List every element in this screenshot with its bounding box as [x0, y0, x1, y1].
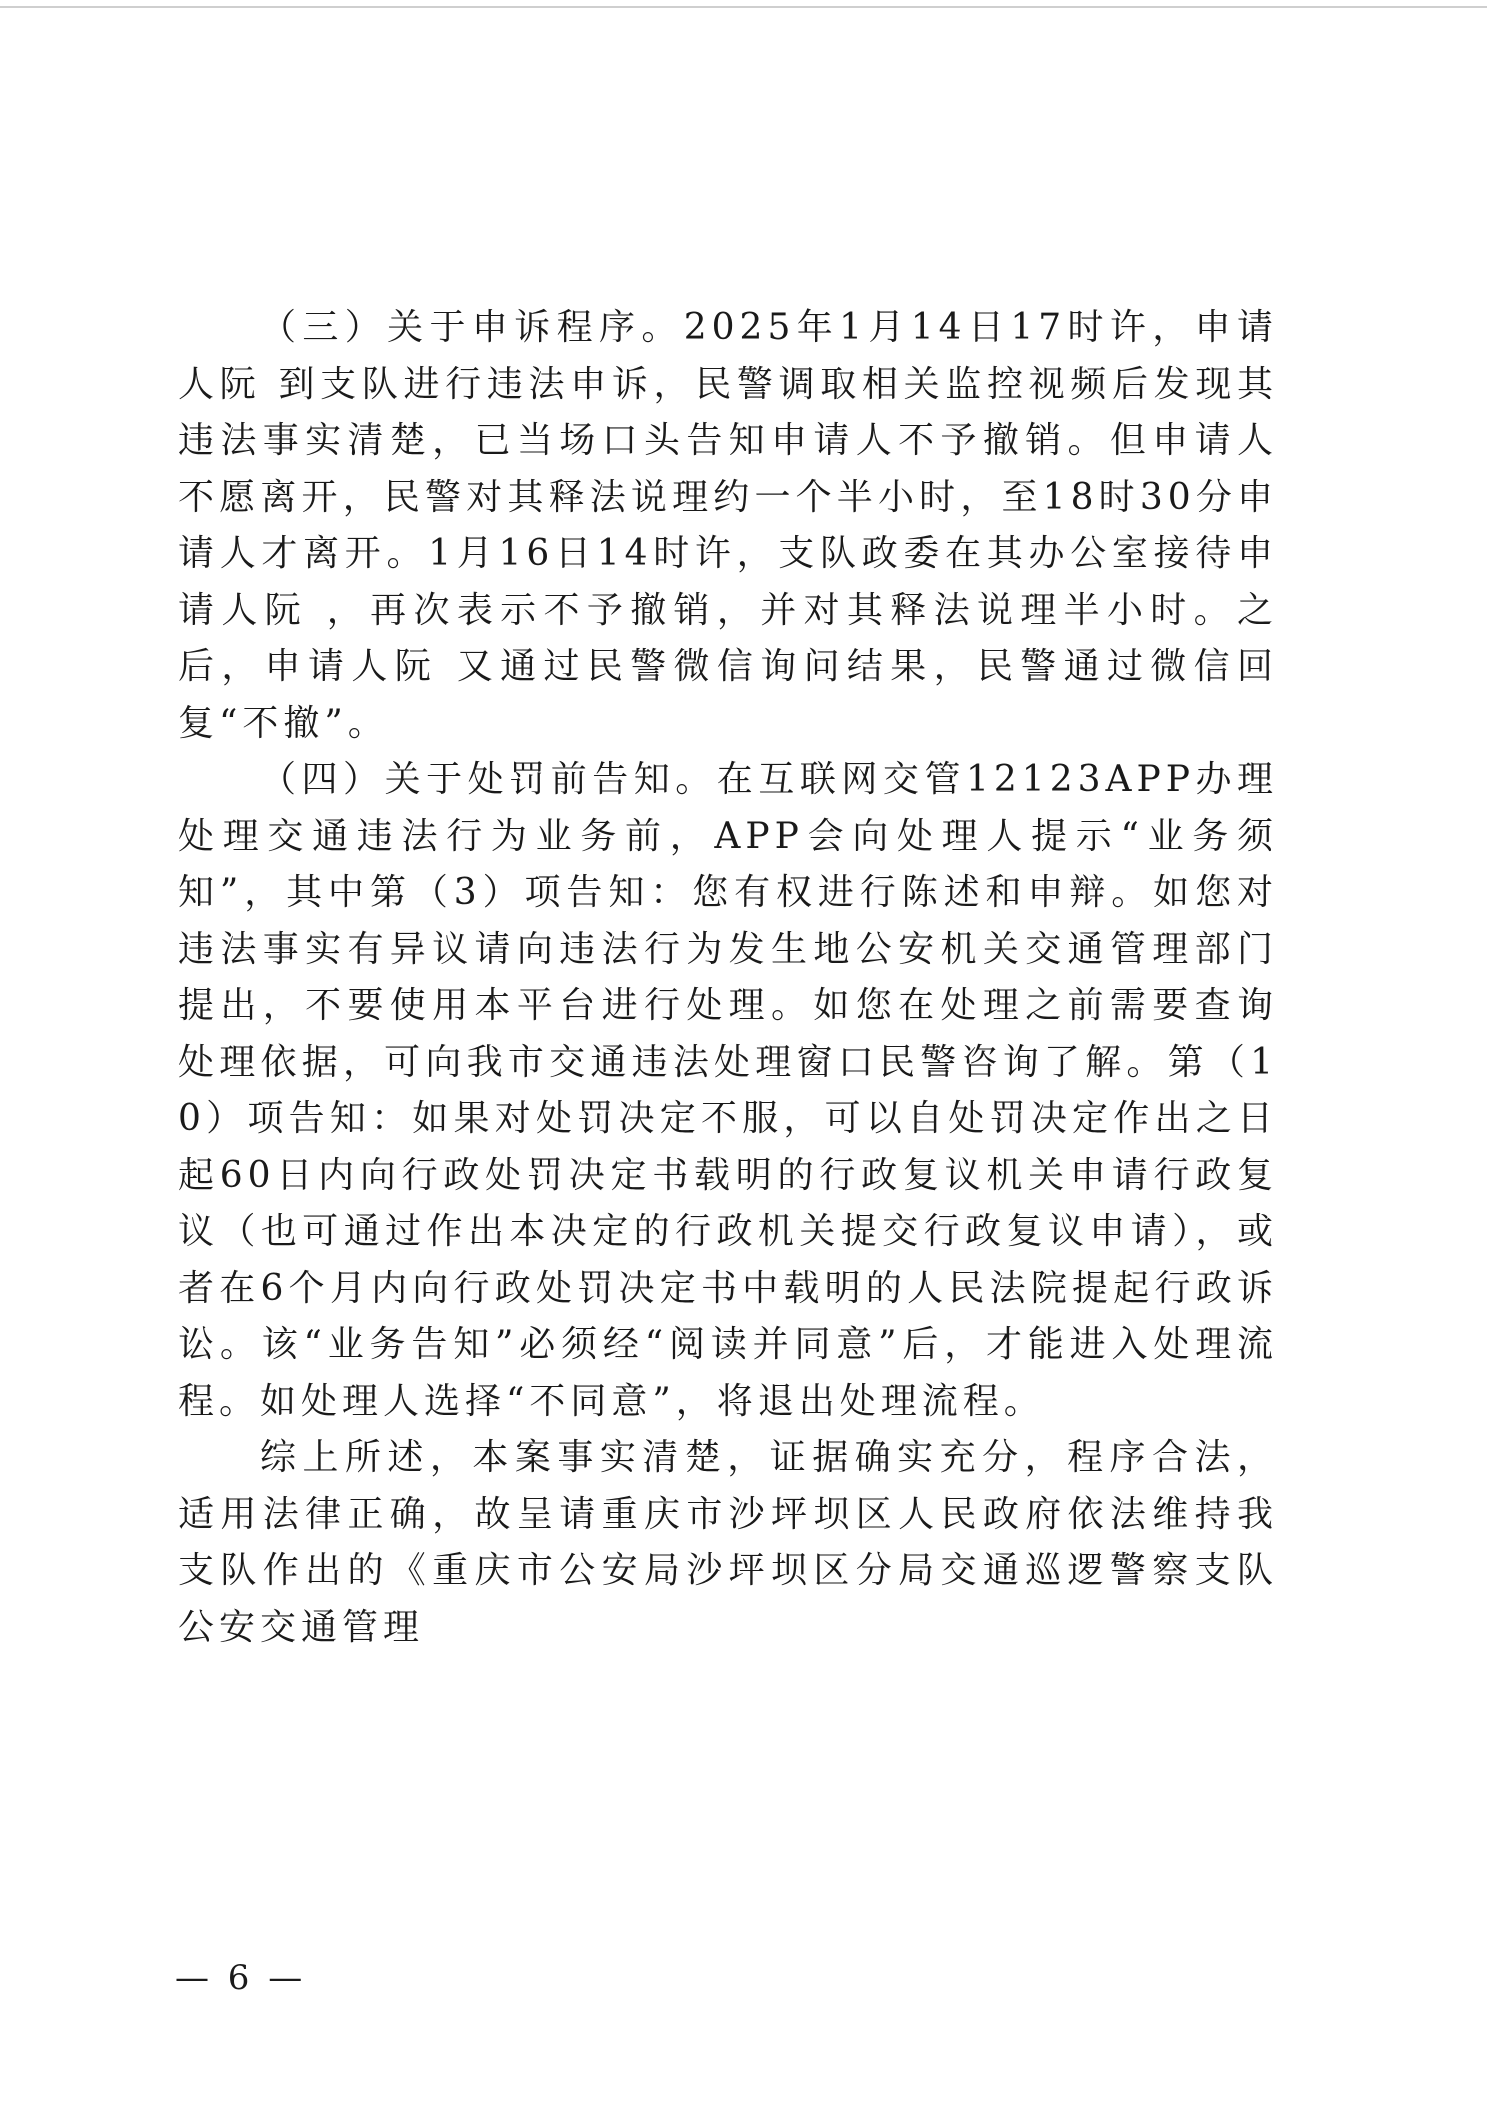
page-number: — 6 —: [175, 1958, 307, 1998]
document-body: [178, 300, 1278, 1656]
paragraph-pre-penalty-notice: （四）关于处罚前告知。在互联网交管12123APP办理处理交通违法行为业务前，APP会向处理人提示“业务须知”，其中第（3）项告知：您有权进行陈述和申辩。如您对违法事实有异议请向违法行为发生地公安机关交通管理部门提出，不要使用本平台进行处理。如您在处理之前需要查询处理依据，可向我市交通违法处理窗口民警咨询了解。第（10）项告知：如果对处罚决定不服，可以自处罚决定作出之日起60日内向行政处罚决定书载明的行政复议机关申请行政复议（也可通过作出本决定的行政机关提交行政复议申请），或者在6个月内向行政处罚决定书中载明的人民法院提起行政诉讼。该“业务告知”必须经“阅读并同意”后，才能进入处理流程。如处理人选择“不同意”，将退出处理流程。: [178, 759, 1278, 1422]
scan-edge-line: [0, 6, 1487, 8]
paragraph-conclusion: 综上所述，本案事实清楚，证据确实充分，程序合法，适用法律正确，故呈请重庆市沙坪坝区人民政府依法维持我支队作出的《重庆市公安局沙坪坝区分局交通巡逻警察支队公安交通管理: [178, 1437, 1278, 1648]
paragraph-appeal-procedure: （三）关于申诉程序。2025年1月14日17时许，申请人阮 到支队进行违法申诉，民警调取相关监控视频后发现其违法事实清楚，已当场口头告知申请人不予撤销。但申请人不愿离开，民警对其释法说理约一个半小时，至18时30分申请人才离开。1月16日14时许，支队政委在其办公室接待申请人阮 ，再次表示不予撤销，并对其释法说理半小时。之后，申请人阮 又通过民警微信询问结果，民警通过微信回复“不撤”。: [178, 307, 1278, 744]
